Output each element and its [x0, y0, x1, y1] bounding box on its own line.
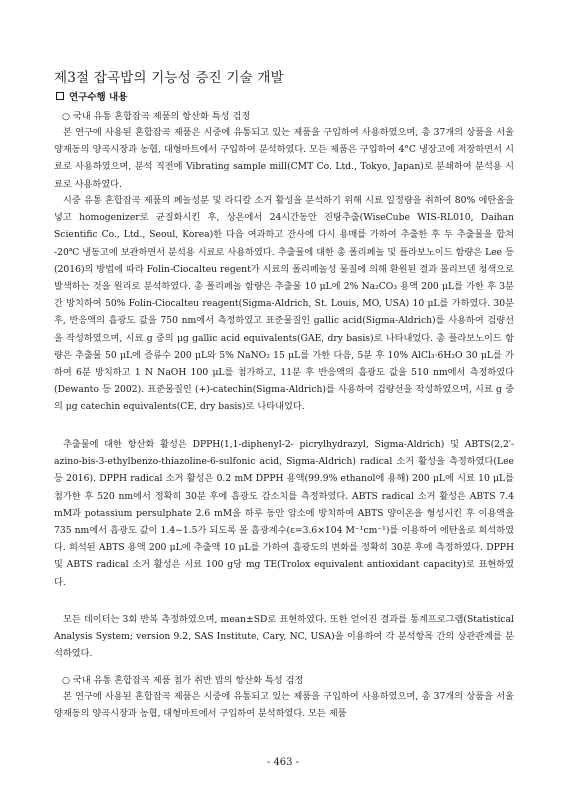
- paragraph: 본 연구에 사용된 혼합잡곡 제품은 시중에 유통되고 있는 제품을 구입하여 사용하였으며, 총 37개의 상품을 서울 양재동의 양곡시장과 농협, 대형마트에서 구입하여 분석하였다. 모든 제품은 구입하여 4°C 냉장고에 저장하면서 시료로 사용하였으며, 분석 직전에 Vibrating sample mill(CMT Co. Ltd., Tokyo, Japan)로 분쇄하여 분석용 시료로 사용하였다.: [54, 127, 514, 190]
- section-heading: [56, 89, 127, 103]
- checkbox-square-icon: [56, 92, 64, 100]
- paragraph: 모든 데이터는 3회 반복 측정하였으며, mean±SD로 표현하였다. 또한 얻어진 결과를 통계프로그램(Statistical Analysis System; version 9.2, SAS Institute, Cary, NC, USA)을 이용하여 각 분석항목 간의 상관관계를 분석하였다.: [54, 614, 514, 660]
- paragraph: 시중 유통 혼합잡곡 제품의 폐놀성분 및 라디칼 소거 활성을 분석하기 위해 시료 일정량을 취하여 80% 에탄올을 넣고 homogenizer로 균질화시킨 후, 상온에서 24시간동안 진탕추출(WiseCube WIS-RL010, Daihan Scientific Co., Ltd., Seoul, Korea)한 다음 여과하고 잔사에 다시 용매를 가하여 추출한 후 두 추출물을 합쳐 -20℃ 냉동고에 보관하면서 분석용 시료로 사용하였다. 추출물에 대한 총 폴리페놀 및 플라보노이드 함량은 Lee 등(2016)의 방법에 따라 Folin-Ciocalteu regent가 시료의 폴리페놀성 물질에 의해 환원된 결과 몰리브덴 청색으로 발색하는 것을 원리로 분석하였다. 총 폴리페놀 함량은 추출물 10 μL에 2% Na₂CO₃ 용액 200 μL를 가한 후 3분간 방치하여 50% Folin-Ciocalteu reagent(Sigma-Aldrich, St. Louis, MO, USA) 10 μL를 가하였다. 30분 후, 반응액의 흡광도 값을 750 nm에서 측정하였고 표준물질인 gallic acid(Sigma-Aldrich)를 사용하여 검량선을 작성하였으며, 시료 g 중의 μg gallic acid equivalents(GAE, dry basis)로 나타내었다. 총 플라보노이드 함량은 추출물 50 μL에 증류수 200 μL와 5% NaNO₂ 15 μL를 가한 다음, 5분 후 10% AlCl₃·6H₂O 30 μL를 가하여 6분 방치하고 1 N NaOH 100 μL를 첨가하고, 11분 후 반응액의 흡광도 값을 510 nm에서 측정하였다(Dewanto 등 2002). 표준물질인 (+)-catechin(Sigma-Aldrich)를 사용하여 검량선을 작성하였으며, 시료 g 중의 μg catechin equivalents(CE, dry basis)로 나타내었다.: [54, 195, 514, 413]
- subsection-heading: ○ 국내 유통 혼합잡곡 제품의 항산화 특성 검정: [62, 111, 251, 122]
- page-number: - 463 -: [266, 757, 300, 768]
- paragraph: 본 연구에 사용된 혼합잡곡 제품은 시중에 유통되고 있는 제품을 구입하여 사용하였으며, 총 37개의 상품을 서울 양재동의 양곡시장과 농협, 대형마트에서 구입하여 분석하였다. 모든 제품: [54, 691, 514, 720]
- section-heading-label: 연구수행 내용: [69, 92, 128, 103]
- subsection-heading: ○ 국내 유통 혼합잡곡 제품 첨가 취반 밥의 항산화 특성 검정: [62, 675, 304, 686]
- paragraph: 추출물에 대한 항산화 활성은 DPPH(1,1-diphenyl-2- picrylhydrazyl, Sigma-Aldrich) 및 ABTS(2,2′-azino-bis-3-ethylbenzo-thiazoline-6-sulfonic acid, Sigma-Aldrich) radical 소거 활성을 측정하였다(Lee 등 2016). DPPH radical 소거 활성은 0.2 mM DPPH 용액(99.9% ethanol에 용해) 200 μL에 시료 10 μL를 첨가한 후 520 nm에서 정확히 30분 후에 흡광도 감소치를 측정하였다. ABTS radical 소거 활성은 ABTS 7.4 mM과 potassium persulphate 2.6 mM을 하루 동안 암소에 방치하여 ABTS 양이온을 형성시킨 후 이용액을 735 nm에서 흡광도 값이 1.4~1.5가 되도록 몰 흡광계수(ε=3.6×104 M⁻¹cm⁻¹)를 이용하여 에탄올로 희석하였다. 희석된 ABTS 용액 200 μL에 추출액 10 μL를 가하여 흡광도의 변화를 정확히 30분 후에 측정하였다. DPPH 및 ABTS radical 소거 활성은 시료 100 g당 mg TE(Trolox equivalent antioxidant capacity)로 표현하였다.: [54, 439, 514, 588]
- page-title: 제3절 잡곡밥의 기능성 증진 기술 개발: [54, 70, 284, 86]
